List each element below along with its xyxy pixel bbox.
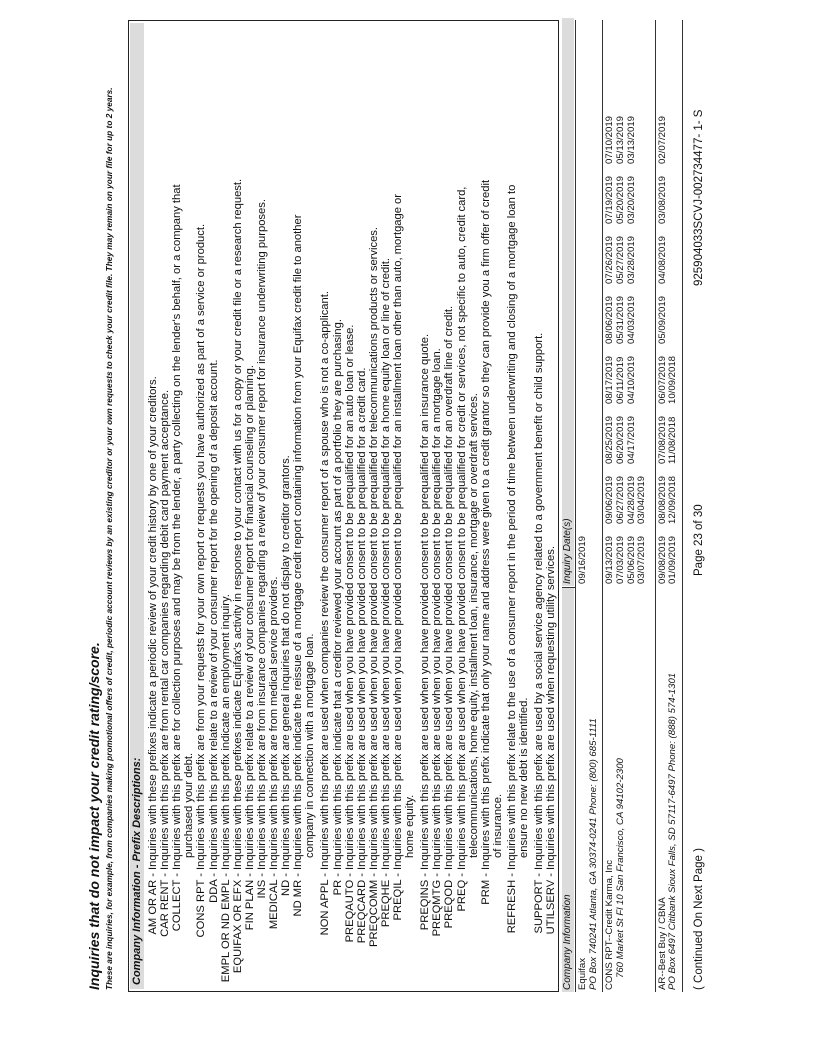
prefix-description-line: of insurance. — [491, 793, 504, 858]
company-name: AR--Best Buy / CBNA — [656, 897, 668, 990]
prefix-description-line: home equity. — [404, 794, 417, 858]
inquiry-date: 12/09/2018 — [667, 475, 679, 524]
prefix-code: PREQ - — [455, 873, 468, 912]
inquiry-date: 05/27/2019 — [615, 235, 627, 284]
row-divider — [602, 20, 603, 992]
inquiry-date: 10/09/2018 — [667, 355, 679, 404]
inquiry-date: 04/08/2019 — [656, 235, 668, 284]
prefix-code: EQUIFAX OR EFX - — [231, 873, 244, 974]
inquiry-date: 06/07/2019 — [656, 355, 668, 404]
inquiry-date: 03/13/2019 — [625, 115, 637, 164]
prefix-description-line: Inquiries with this prefix are used when requesting utility services. — [545, 546, 558, 870]
prefix-description-line: Inquiries with this prefix are used by a social service agency related to a government benefit or child support. — [533, 332, 546, 870]
prefix-description-line: Inquiries with this prefix indicate that a creditor reviewed your account as part of a portfolio they are purchasing. — [331, 319, 344, 870]
prefix-description-line: Inquiries with this prefix are used when you have provided consent to be prequalified for an auto loan or lease. — [343, 324, 356, 870]
prefix-code: NON APPL - — [319, 873, 332, 936]
page-number: Page 23 of 30 — [693, 504, 706, 576]
column-header-inquiry-dates: Inquiry Date(s) — [562, 18, 574, 586]
prefix-description-line: telecommunications, home equity, installment loan, insurance, mortgage or overdraft services. — [467, 393, 480, 858]
prefix-description-line: Inquiries with this prefix are from medical service providers. — [268, 576, 280, 870]
continued-note: ( Continued On Next Page ) — [693, 848, 706, 990]
prefix-description-line: Inquiries with this prefix indicate the reissue of a mortgage credit report containing information from your Equifax credit file to another — [292, 214, 305, 870]
inquiry-date: 04/10/2019 — [625, 355, 637, 404]
company-name: CONS RPT--Credit Karma, Inc — [604, 859, 616, 990]
prefix-code: MEDICAL - — [268, 873, 280, 930]
inquiry-date: 09/06/2019 — [604, 475, 616, 524]
prefix-description-line: Inquiries with this prefix are used when you have provided consent to be prequalified for an installment loan other than auto, mortgage or — [392, 193, 404, 870]
prefix-description-line: Inquiries with this prefix are used when you have provided consent to be prequalified for an overdraft line of credit. — [443, 305, 456, 870]
inquiry-date: 08/25/2019 — [604, 415, 616, 464]
prefix-code: DDA - — [207, 873, 220, 903]
prefix-description-line: Inquiries with this prefix are from your requests for your own report or requests you have authorized as part of a service or product. — [195, 223, 208, 870]
prefix-description-box — [128, 20, 559, 992]
prefix-description-line: Inquiries with this prefix are used when you have provided consent to be prequalified for a mortgage loan. — [431, 348, 444, 870]
prefix-description-line: Inquiries with this prefix are used when companies review the consumer report of a spouse who is not a co-applicant. — [319, 291, 332, 870]
inquiry-date: 09/13/2019 — [604, 535, 616, 584]
prefix-description-line: Inquiries with this prefix are used when you have provided consent to be prequalified for telecommunications products or services. — [367, 226, 380, 870]
prefix-description-line: Inquiries with this prefix indicate an employment inquiry. — [219, 594, 232, 870]
inquiry-date: 07/26/2019 — [604, 235, 616, 284]
company-address: PO Box 740241 Atlanta, GA 30374-0241 Phone: (800) 685-1111 — [587, 718, 599, 990]
prefix-code: CONS RPT - — [195, 873, 208, 938]
inquiry-date: 05/06/2019 — [625, 535, 637, 584]
inquiry-date: 06/27/2019 — [615, 475, 627, 524]
inquiry-date: 03/08/2019 — [656, 175, 668, 224]
company-address: 760 Market St Fl 10 San Francisco, CA 94102-2300 — [615, 758, 627, 978]
inquiry-date: 04/03/2019 — [625, 295, 637, 344]
prefix-code: UTILSERV - — [545, 873, 558, 935]
company-name: Equifax — [577, 958, 589, 990]
prefix-code: PREQINS - — [419, 873, 432, 931]
table-bottom-rule — [682, 20, 683, 992]
inquiry-date: 09/08/2019 — [656, 535, 668, 584]
document-id: 925904033SCVJ-002734477- 1- S — [693, 109, 706, 286]
prefix-code: PREQHE - — [379, 873, 392, 928]
inquiry-date: 03/28/2019 — [625, 235, 637, 284]
inquiry-date: 07/10/2019 — [604, 115, 616, 164]
prefix-code: INS - — [255, 873, 268, 899]
prefix-description-line: company in connection with a mortgage loan. — [304, 633, 317, 858]
prefix-description-line: Inquiries with this prefix are used when you have provided consent to be prequalified for credit or services, not specific to auto, credit card, — [455, 186, 468, 870]
row-divider — [575, 20, 576, 992]
inquiry-date: 05/31/2019 — [615, 295, 627, 344]
prefix-code: PREQAUTO - — [343, 873, 356, 943]
prefix-code: PREQMTG - — [431, 873, 444, 937]
inquiry-date: 08/08/2019 — [656, 475, 668, 524]
prefix-description-line: Inquires with this prefix indicate that only your name and address were given to a credit grantor so they can provide you a firm offer of credit — [479, 179, 492, 870]
column-divider — [562, 587, 576, 588]
prefix-description-line: Inquiries with these prefixes indicate Equifax's activity in response to your contact with us for a copy or your credit file or a research request. — [231, 178, 244, 870]
inquiry-date: 08/06/2019 — [604, 295, 616, 344]
prefix-code: PREQIL - — [392, 873, 404, 921]
inquiry-date: 02/07/2019 — [656, 115, 668, 164]
prefix-header: Company Information - Prefix Descriptions: — [130, 23, 144, 989]
inquiry-date: 05/20/2019 — [615, 175, 627, 224]
inquiry-date: 07/03/2019 — [615, 535, 627, 584]
prefix-description-line: Inquiries with these prefixes indicate a periodic review of your credit history by one of your creditors. — [147, 376, 159, 870]
prefix-code: PR - — [331, 873, 344, 896]
prefix-description-line: Inquiries with this prefix are used when you have provided consent to be prequalified for a home equity loan or line of credit. — [379, 258, 392, 870]
prefix-code: SUPPORT - — [533, 873, 546, 934]
inquiry-date: 07/19/2019 — [604, 175, 616, 224]
prefix-code: FIN PLAN - — [243, 873, 256, 931]
prefix-code: PRM - — [479, 873, 492, 905]
prefix-description-line: Inquiries with this prefix relate to a review of your consumer report for financial counseling or planning. — [243, 365, 256, 870]
prefix-description-line: ensure no new debt is identified. — [517, 697, 530, 858]
inquiry-date: 04/17/2019 — [625, 415, 637, 464]
prefix-description-line: Inquiries with this prefix relate to the use of a consumer report in the period of time between underwriting and closing of a mortgage loan to — [505, 184, 518, 870]
row-divider — [655, 20, 656, 992]
inquiry-date: 06/20/2019 — [615, 415, 627, 464]
prefix-code: CAR RENT - — [159, 873, 172, 937]
company-address: PO Box 6497 Citibank Sioux Falls, SD 57117-6497 Phone: (888) 574-1301 — [667, 672, 679, 990]
section-intro: These are inquiries, for example, from companies making promotional offers of credit, periodic account reviews by an existing creditor or your own requests to check your credit file. They may remain on your file for up to 2 years. — [104, 87, 114, 990]
inquiry-date: 03/07/2019 — [636, 535, 648, 584]
inquiry-date: 01/09/2019 — [667, 535, 679, 584]
inquiry-date: 06/11/2019 — [615, 356, 627, 404]
column-header-company: Company Information — [562, 588, 574, 992]
inquiry-date: 03/20/2019 — [625, 175, 637, 224]
prefix-description-line: purchased your debt. — [183, 752, 196, 858]
prefix-description-line: Inquiries with this prefix are general inquiries that do not display to creditor grantors. — [280, 455, 293, 870]
inquiry-date: 04/28/2019 — [625, 475, 637, 524]
prefix-description-line: Inquiries with this prefix relate to a review of your consumer report for the opening of a deposit account. — [207, 359, 220, 870]
inquiry-date: 03/04/2019 — [636, 475, 648, 524]
prefix-code: PREQOD - — [443, 873, 456, 929]
prefix-code: PREQCOMM - — [367, 873, 380, 947]
inquiry-date: 05/09/2019 — [656, 295, 668, 344]
section-heading: Inquiries that do not impact your credit rating/score. — [86, 642, 102, 990]
prefix-code: ND MR - — [292, 873, 305, 917]
prefix-code: COLLECT - — [171, 873, 184, 932]
prefix-code: REFRESH - — [505, 873, 518, 934]
inquiry-date: 07/08/2019 — [656, 415, 668, 464]
inquiry-date: 05/13/2019 — [615, 115, 627, 164]
prefix-code: EMPL OR ND EMPL - — [219, 873, 232, 983]
inquiry-date: 09/16/2019 — [577, 535, 589, 584]
prefix-code: AM OR AR - — [147, 873, 159, 935]
prefix-description-line: Inquiries with this prefix are from rental car companies regarding debit card payment acceptance. — [159, 389, 172, 870]
prefix-description-line: Inquiries with this prefix are used when you have provided consent to be prequalified for a credit card. — [355, 367, 368, 870]
inquiry-date: 08/17/2019 — [604, 355, 616, 404]
inquiry-date: 11/08/2018 — [667, 416, 679, 464]
prefix-description-line: Inquiries with this prefix are used when you have provided consent to be prequalified for an insurance quote. — [419, 333, 432, 870]
prefix-code: PREQCARD - — [355, 873, 368, 944]
prefix-description-line: Inquiries with this prefix are for collection purposes and may be from the lender, a party collecting on the lender's behalf, or a company that — [171, 184, 184, 870]
prefix-code: ND - — [280, 873, 293, 896]
prefix-description-line: Inquiries with this prefix are from insurance companies regarding a review of your consumer report for insurance underwriting purposes. — [255, 199, 268, 870]
